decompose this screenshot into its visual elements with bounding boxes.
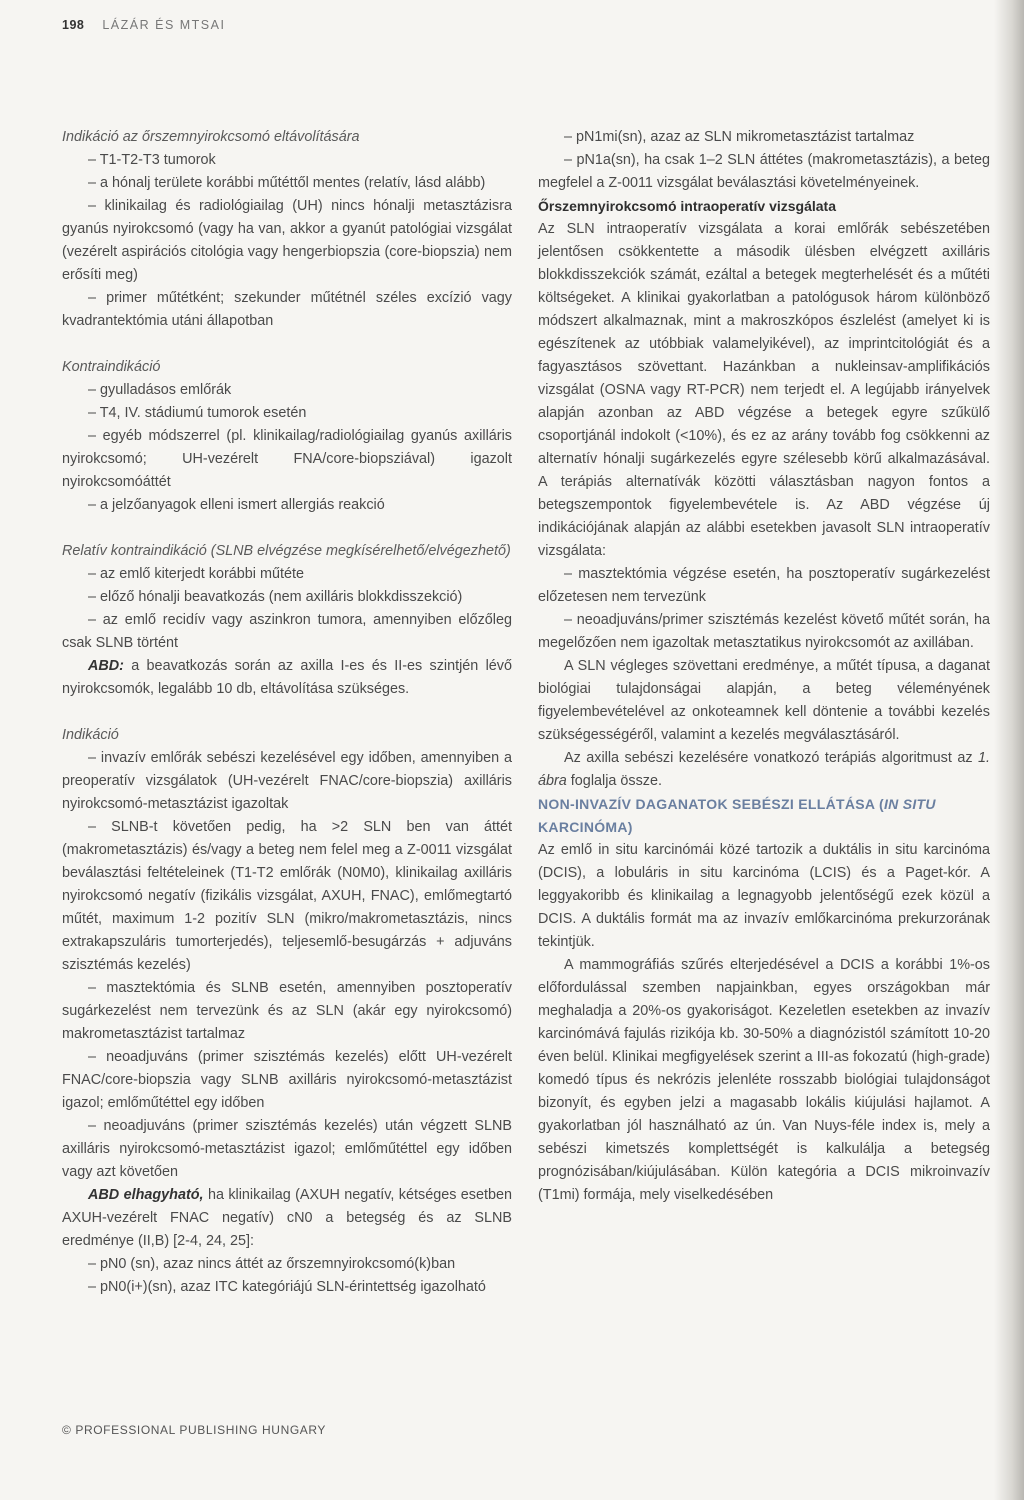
list-item: – masztektómia végzése esetén, ha posztoperatív sugárkezelést előzetesen nem tervezünk <box>538 566 990 605</box>
abd-omit-text: ha klinikailag (AXUH negatív, kétséges esetben AXUH-vezérelt FNAC negatív) cN0 a betegség és az SLNB eredménye (II,B) [2-4, 24, 25]: <box>62 1187 513 1249</box>
list-item: – az emlő recidív vagy aszinkron tumora, amennyiben előzőleg csak SLNB történt <box>62 612 512 651</box>
running-title: LÁZÁR ÉS MTSAI <box>102 18 226 32</box>
abd-omit-paragraph <box>62 1184 512 1253</box>
list-item: – masztektómia és SLNB esetén, amennyiben posztoperatív sugárkezelést nem tervezünk és az SLN (akár egy nyirokcsomó) makrometasztázist tartalmaz <box>62 980 512 1042</box>
list-item: – egyéb módszerrel (pl. klinikailag/radiológiailag gyanús axilláris nyirokcsomó; UH-vezérelt FNA/core-biopsziával) igazolt nyirokcsomóáttét <box>62 428 512 490</box>
paragraph: A SLN végleges szövettani eredménye, a műtét típusa, a daganat biológiai tulajdonságai alapján, a beteg véleményének figyelembevételével az onkoteamnek kell döntenie a további kezelés szükségességéről, valamint a kezelés megválasztásáról. <box>538 658 990 743</box>
subheading-indication-removal: Indikáció az őrszemnyirokcsomó eltávolítására <box>62 129 360 145</box>
abd-omit-label: ABD elhagyható, <box>88 1187 204 1203</box>
paragraph: A mammográfiás szűrés elterjedésével a DCIS a korábbi 1%-os előfordulással szemben napjainkban, egyes országokban már meghaladja a 20%-os gyakoriságot. Kezeletlen esetekben az invazív karcinómává fajulás rizikója kb. 30-50% a diagnózistól számított 10-20 éven belül. Klinikai megfigyelések szerint a III-as fokozatú (high-grade) komedó típus és nekrózis jelenléte rosszabb biológiai tulajdonságot bizonyít, és egyben jelzi a magasabb lokális kiújulási hajlamot. A gyakorlatban jól használható az ún. Van Nuys-féle index is, mely a sebészi kimetszés komplettségét is kalkulálja a betegség prognózisában/kiújulásában. Külön kategória a DCIS mikroinvazív (T1mi) formája, mely viselkedésében <box>538 957 990 1203</box>
page-number: 198 <box>62 18 85 32</box>
list-item: – T1-T2-T3 tumorok <box>88 152 216 168</box>
abd-label: ABD: <box>88 658 124 674</box>
list-item: – T4, IV. stádiumú tumorok esetén <box>88 405 307 421</box>
list-item: – a hónalj területe korábbi műtéttől mentes (relatív, lásd alább) <box>88 175 486 191</box>
abd-paragraph <box>62 655 512 701</box>
list-item: – neoadjuváns (primer szisztémás kezelés) után végzett SLNB axilláris nyirokcsomó-metasztázist igazol; emlőműtéttel egy időben vagy azt követően <box>62 1118 512 1180</box>
right-column <box>538 126 990 1207</box>
subheading-relative-contraindication: Relatív kontraindikáció (SLNB elvégzése megkísérelhető/elvégezhető) <box>62 543 511 559</box>
paragraph-figure-ref: Az axilla sebészi kezelésére vonatkozó terápiás algoritmust az 1. ábra foglalja össze. <box>538 750 990 789</box>
abd-text: a beavatkozás során az axilla I-es és II-es szintjén lévő nyirokcsomók, legalább 10 db, eltávolítása szükséges. <box>62 658 512 697</box>
page-footer: © PROFESSIONAL PUBLISHING HUNGARY <box>62 1423 327 1437</box>
list-item: – pN1a(sn), ha csak 1–2 SLN áttétes (makrometasztázis), a beteg megfelel a Z-0011 vizsgálat beválasztási követelményeinek. <box>538 152 990 191</box>
figure-reference: 1. ábra <box>538 750 990 789</box>
list-item: – pN0 (sn), azaz nincs áttét az őrszemnyirokcsomó(k)ban <box>88 1256 456 1272</box>
subheading-contraindication: Kontraindikáció <box>62 359 161 375</box>
list-item: – neoadjuváns/primer szisztémás kezelést követő műtét során, ha megelőzően nem igazoltak metasztatikus nyirokcsomót az axillában. <box>538 612 990 651</box>
list-item: – SLNB-t követően pedig, ha >2 SLN ben van áttét (makrometasztázis) és/vagy a beteg nem felel meg a Z-0011 vizsgálat beválasztási feltételeinek (T1-T2 emlőrák (N0M0), klinikailag axilláris nyirokcsomó negatív (fizikális vizsgálat, AXUH, FNAC), emlőmegtartó műtét, maximum 1-2 pozitív SLN (mikro/makrometasztázis, nincs extrakapszuláris tumorterjedés), teljesemlő-besugárzás + adjuváns szisztémás kezelés) <box>62 819 512 973</box>
list-item: – klinikailag és radiológiailag (UH) nincs hónalji metasztázisra gyanús nyirokcsomó (vagy ha van, akkor a gyanút patológiai vizsgálat (vezérelt aspirációs citológia vagy hengerbiopszia (core-biopszia) nem erősíti meg) <box>62 198 512 283</box>
section-heading-noninvasive: NON-INVAZÍV DAGANATOK SEBÉSZI ELLÁTÁSA (IN SITU KARCINÓMA) <box>538 796 936 835</box>
list-item: – a jelzőanyagok elleni ismert allergiás reakció <box>88 497 385 513</box>
list-item: – pN1mi(sn), azaz az SLN mikrometasztázist tartalmaz <box>564 129 915 145</box>
list-item: – gyulladásos emlőrák <box>88 382 232 398</box>
paragraph: Az emlő in situ karcinómái közé tartozik a duktális in situ karcinóma (DCIS), a lobuláris in situ karcinóma (LCIS) és a Paget-kór. A leggyakoribb és klinikailag a legnagyobb jelentőségű ezek közül a DCIS. A duktális formát ma az invazív emlőkarcinóma prekurzorának tekintjük. <box>538 842 990 950</box>
list-item: – pN0(i+)(sn), azaz ITC kategóriájú SLN-érintettség igazolható <box>88 1279 486 1295</box>
list-item: – előző hónalji beavatkozás (nem axilláris blokkdisszekció) <box>88 589 463 605</box>
subheading-sentinel-intraop: Őrszemnyirokcsomó intraoperatív vizsgálata <box>538 198 836 214</box>
left-column <box>62 126 512 1299</box>
list-item: – invazív emlőrák sebészi kezelésével egy időben, amennyiben a preoperatív vizsgálatok (UH-vezérelt FNAC/core-biopszia) axilláris nyirokcsomó-metasztázist igazoltak <box>62 750 512 812</box>
page-edge-shadow <box>994 0 1024 1500</box>
list-item: – neoadjuváns (primer szisztémás kezelés) előtt UH-vezérelt FNAC/core-biopszia vagy SLNB axilláris nyirokcsomó-metasztázist igazol; emlőműtéttel egy időben <box>62 1049 512 1111</box>
subheading-indication: Indikáció <box>62 727 119 743</box>
list-item: – az emlő kiterjedt korábbi műtéte <box>88 566 304 582</box>
paragraph: Az SLN intraoperatív vizsgálata a korai emlőrák sebészetében jelentősen csökkentette a második ülésben elvégzett axilláris blokkdisszekciók számát, ezáltal a betegek megterhelését és a műtéti költségeket. A klinikai gyakorlatban a patológusok három különböző módszert alkalmaznak, mint a makroszkópos észlelést (amelyet ki is egészítenek az utóbbiak valamelyikével), az imprintcitológiát és a fagyasztásos szövettant. Hazánkban a nukleinsav-amplifikációs vizsgálat (OSNA vagy RT-PCR) nem terjedt el. A legújabb irányelvek alapján azonban az ABD végzése a betegek egyre szűkülő csoportjánál indokolt (<10%), és ez az arány tovább fog csökkenni az alternatív hónalji sugárkezelés egyre szélesebb körű alkalmazásával. A terápiás alternatívák közötti választásban nagyon fontos a betegszempontok figyelembevétele is. Az ABD végzése új indikációjának alapján az alábbi esetekben javasolt SLN intraoperatív vizsgálata: <box>538 221 990 559</box>
list-item: – primer műtétként; szekunder műtétnél széles excízió vagy kvadrantektómia utáni állapotban <box>62 290 512 329</box>
page-header <box>62 18 225 32</box>
